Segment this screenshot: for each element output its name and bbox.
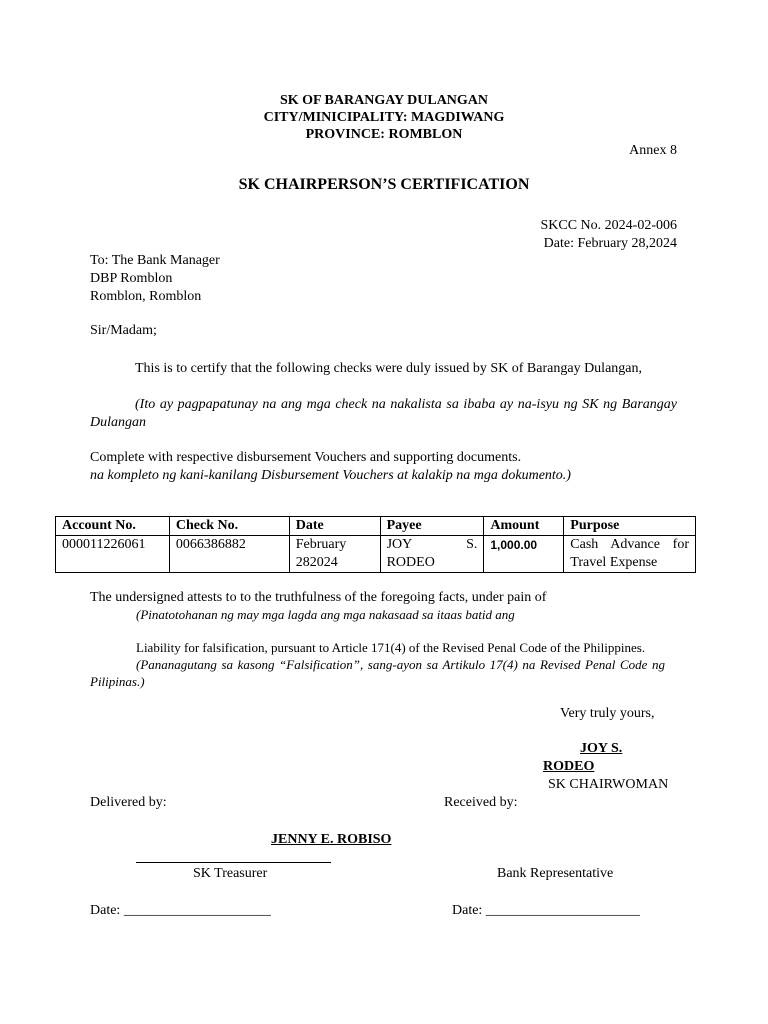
reference-date: Date: February 28,2024 — [543, 236, 677, 251]
header-line-3: PROVINCE: ROMBLON — [305, 127, 463, 142]
addressee-line-2: DBP Romblon — [90, 271, 173, 286]
treasurer-title: SK Treasurer — [193, 866, 268, 881]
salutation: Sir/Madam; — [90, 323, 157, 338]
signatory-name-last: RODEO — [543, 759, 595, 774]
bank-representative-title: Bank Representative — [497, 866, 614, 881]
header-payee: Payee — [380, 517, 484, 536]
received-by-label: Received by: — [444, 795, 518, 810]
checks-table — [55, 516, 696, 573]
document-title: SK CHAIRPERSON’S CERTIFICATION — [238, 176, 530, 193]
treasurer-signature-line — [136, 862, 331, 863]
header-date: Date — [289, 517, 380, 536]
delivered-by-label: Delivered by: — [90, 795, 167, 810]
cell-purpose: Cash Advance for Travel Expense — [564, 536, 696, 573]
header-account-no: Account No. — [56, 517, 170, 536]
addressee-line-3: Romblon, Romblon — [90, 289, 202, 304]
closing: Very truly yours, — [560, 706, 655, 721]
attest-line-2: Liability for falsification, pursuant to Article 171(4) of the Revised Penal Code of the Philippines. — [136, 640, 646, 655]
cell-account-no: 000011226061 — [56, 536, 170, 573]
attest-line-1: The undersigned attests to to the truthfulness of the foregoing facts, under pain of — [90, 590, 547, 605]
attest-line-2-translation: (Pananagutang sa kasong “Falsification”, sang-ayon sa Artikulo 17(4) na Revised Penal Code ng Pilipinas.) — [90, 657, 665, 689]
cell-check-no: 0066386882 — [169, 536, 289, 573]
table-row — [56, 536, 696, 573]
certify-paragraph: This is to certify that the following checks were duly issued by SK of Barangay Dulangan, — [135, 361, 642, 376]
table-header-row — [56, 517, 696, 536]
treasurer-name: JENNY E. ROBISO — [271, 832, 392, 847]
signatory-name-first: JOY S. — [580, 741, 623, 756]
header-check-no: Check No. — [169, 517, 289, 536]
date-field-left: Date: _____________________ — [90, 903, 271, 918]
cell-payee: JOY S. RODEO — [380, 536, 484, 573]
annex-label: Annex 8 — [629, 143, 677, 158]
header-purpose: Purpose — [564, 517, 696, 536]
signatory-position: SK CHAIRWOMAN — [548, 777, 669, 792]
certify-paragraph-translation: (Ito ay pagpapatunay na ang mga check na nakalista sa ibaba ay na-isyu ng SK ng Barangay Dulangan — [90, 397, 677, 430]
addressee-line-1: To: The Bank Manager — [90, 253, 220, 268]
cell-date: February 282024 — [289, 536, 380, 573]
complete-paragraph: Complete with respective disbursement Vouchers and supporting documents. — [90, 450, 522, 465]
header-amount: Amount — [484, 517, 564, 536]
complete-paragraph-translation: na kompleto ng kani-kanilang Disbursement Vouchers at kalakip na mga dokumento.) — [90, 468, 571, 483]
attest-line-1-translation: (Pinatotohanan ng may mga lagda ang mga nakasaad sa itaas batid ang — [136, 607, 515, 622]
cell-amount: 1,000.00 — [484, 536, 564, 573]
header-line-2: CITY/MINICIPALITY: MAGDIWANG — [263, 110, 505, 125]
header-line-1: SK OF BARANGAY DULANGAN — [279, 93, 489, 108]
reference-number: SKCC No. 2024-02-006 — [540, 218, 677, 233]
date-field-right: Date: ______________________ — [452, 903, 640, 918]
